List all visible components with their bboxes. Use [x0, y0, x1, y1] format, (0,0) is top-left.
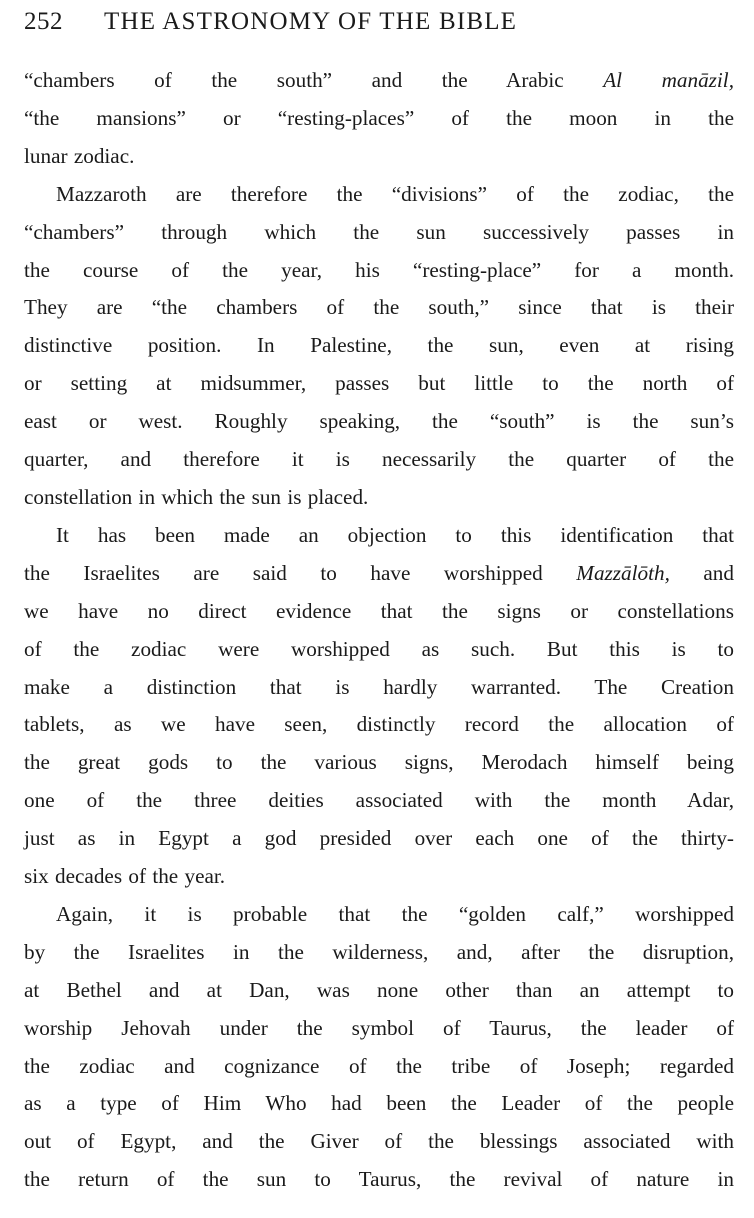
text-line	[24, 1085, 734, 1123]
text-line	[24, 214, 734, 252]
text-run: by the Israelites in the wilderness, and, after the disruption,	[24, 939, 734, 964]
text-line	[24, 593, 734, 631]
text-line	[24, 555, 734, 593]
text-run: Mazzaroth are therefore the “divisions” of the zodiac, the	[56, 181, 734, 206]
text-run: of the zodiac were worshipped as such. But this is to	[24, 636, 734, 661]
text-run: Again, it is probable that the “golden calf,” worshipped	[56, 901, 734, 926]
text-run: “chambers” through which the sun successively passes in	[24, 219, 734, 244]
text-line	[24, 479, 734, 517]
text-line	[24, 934, 734, 972]
text-run: They are “the chambers of the south,” since that is their	[24, 295, 734, 320]
text-line	[24, 820, 734, 858]
text-run: the Israelites are said to have worshipped	[24, 560, 577, 585]
page-header	[24, 8, 734, 46]
italic-term: Mazzālōth,	[576, 560, 670, 585]
text-line	[24, 62, 734, 100]
text-line	[24, 1161, 734, 1199]
text-line	[24, 896, 734, 934]
text-line	[24, 669, 734, 707]
text-run: tablets, as we have seen, distinctly record the allocation of	[24, 712, 734, 737]
text-run: out of Egypt, and the Giver of the blessings associated with	[24, 1129, 734, 1154]
text-line	[24, 517, 734, 555]
text-run: “the mansions” or “resting-places” of the moon in the	[24, 105, 734, 130]
text-run: or setting at midsummer, passes but little to the north of	[24, 371, 734, 396]
text-line	[24, 327, 734, 365]
text-line	[24, 176, 734, 214]
text-line	[24, 100, 734, 138]
text-line	[24, 972, 734, 1010]
running-head: THE ASTRONOMY OF THE BIBLE	[104, 8, 518, 35]
text-line	[24, 1123, 734, 1161]
text-run: and	[669, 560, 734, 585]
text-run: six decades of the year.	[24, 864, 226, 889]
text-run: the course of the year, his “resting-place” for a month.	[24, 257, 734, 282]
text-line	[24, 744, 734, 782]
text-line	[24, 706, 734, 744]
text-run: “chambers of the south” and the Arabic	[24, 68, 604, 92]
text-run: the zodiac and cognizance of the tribe of Joseph; regarded	[24, 1053, 734, 1078]
text-line	[24, 403, 734, 441]
text-line	[24, 252, 734, 290]
text-run: make a distinction that is hardly warranted. The Creation	[24, 674, 734, 699]
text-run: at Bethel and at Dan, was none other than an attempt to	[24, 977, 734, 1002]
text-line	[24, 1010, 734, 1048]
text-line	[24, 365, 734, 403]
text-run: lunar zodiac.	[24, 143, 135, 168]
text-line	[24, 782, 734, 820]
text-run: distinctive position. In Palestine, the sun, even at rising	[24, 333, 734, 358]
text-run: just as in Egypt a god presided over each one of the thirty-	[24, 826, 734, 851]
text-run: worship Jehovah under the symbol of Taurus, the leader of	[24, 1015, 734, 1040]
text-line	[24, 858, 734, 896]
text-line	[24, 289, 734, 327]
text-run: we have no direct evidence that the signs or constellations	[24, 598, 734, 623]
text-run: It has been made an objection to this identification that	[56, 522, 734, 547]
page-number: 252	[24, 8, 63, 35]
text-run: east or west. Roughly speaking, the “south” is the sun’s	[24, 409, 734, 434]
text-run: quarter, and therefore it is necessarily the quarter of the	[24, 447, 734, 472]
text-run: one of the three deities associated with the month Adar,	[24, 788, 734, 813]
italic-term: Al manāzil,	[603, 68, 734, 92]
body-text	[24, 62, 734, 1199]
text-line	[24, 441, 734, 479]
text-run: the great gods to the various signs, Merodach himself being	[24, 750, 734, 775]
text-run: the return of the sun to Taurus, the revival of nature in	[24, 1167, 734, 1192]
book-page	[24, 8, 734, 1199]
text-line	[24, 138, 734, 176]
text-run: constellation in which the sun is placed.	[24, 484, 369, 509]
text-run: as a type of Him Who had been the Leader of the people	[24, 1091, 734, 1116]
text-line	[24, 631, 734, 669]
text-line	[24, 1048, 734, 1086]
